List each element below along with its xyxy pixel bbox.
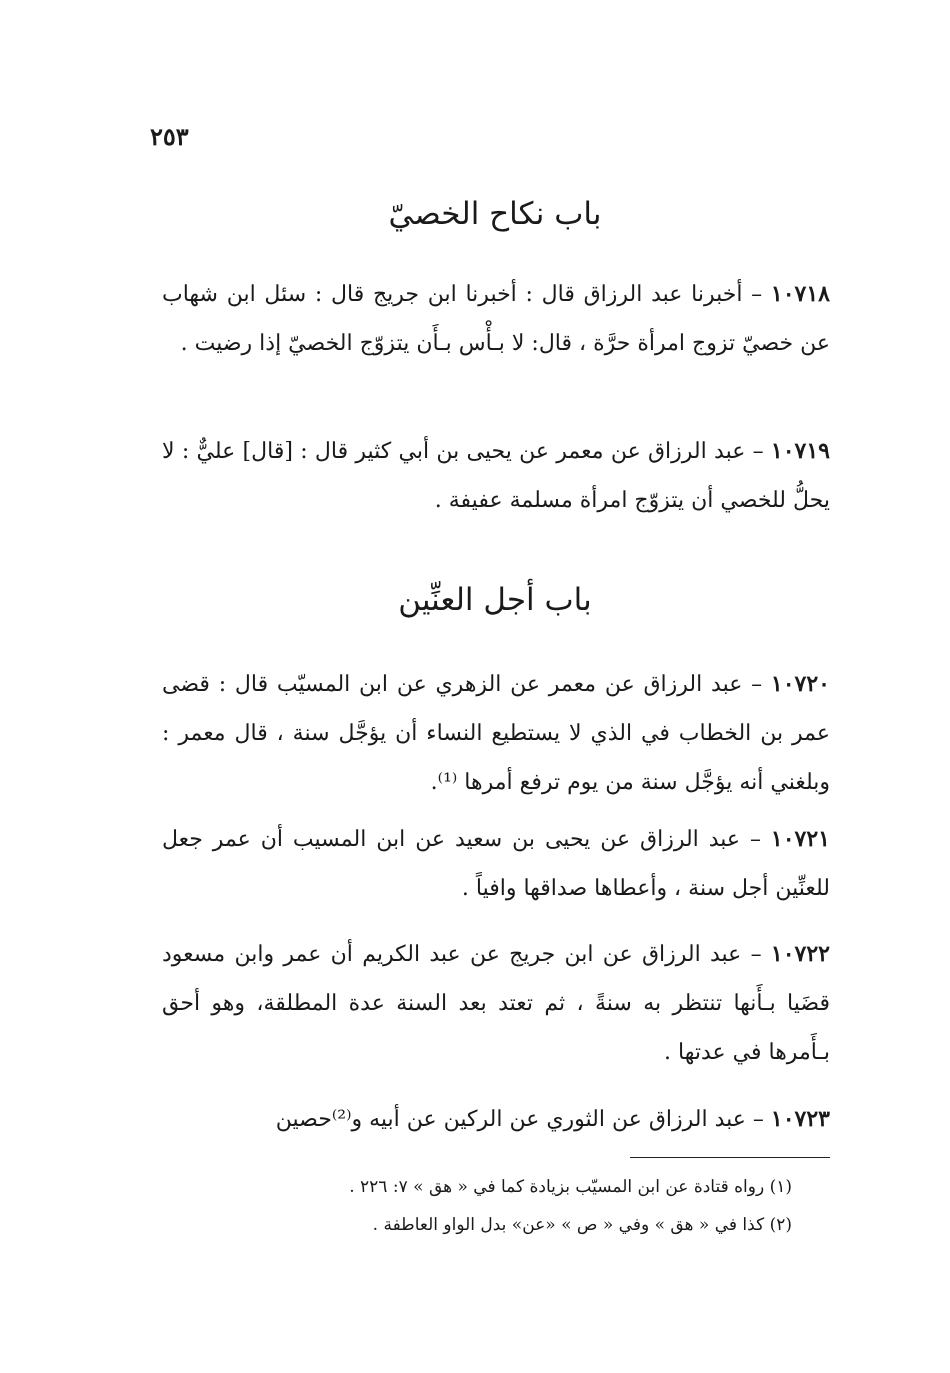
- footnote-divider: [630, 1157, 830, 1158]
- hadith-entry: [162, 815, 830, 913]
- hadith-number: ١٠٧٢٢: [770, 941, 830, 967]
- hadith-text: – أخبرنا عبد الرزاق قال : أخبرنا ابن جريج قال : سئل ابن شهاب عن خصيّ تزوج امرأة حرَّة ، قال: لا بـأْس بـأَن يتزوّج الخصيّ إذا رضيت .: [162, 282, 830, 356]
- footnote: (١) رواه قتادة عن ابن المسيّب بزيادة كما في « هق » ٧: ٢٢٦ .: [349, 1177, 792, 1197]
- hadith-number: ١٠٧٢١: [770, 826, 830, 852]
- hadith-number: ١٠٧١٨: [770, 281, 830, 307]
- footnote: (٢) كذا في « هق » وفي « ص » «عن» بدل الواو العاطفة .: [372, 1215, 792, 1235]
- section-title-khasi: باب نكاح الخصيّ: [388, 196, 602, 232]
- hadith-entry: [162, 270, 830, 368]
- hadith-text: – عبد الرزاق عن يحيى بن سعيد عن ابن المسيب أن عمر جعل للعنِّين أجل سنة ، وأعطاها صداقها وافياً .: [162, 827, 830, 901]
- section-title-innin: باب أجل العنِّين: [398, 582, 592, 618]
- hadith-entry: [162, 1095, 830, 1144]
- hadith-number: ١٠٧١٩: [770, 438, 830, 464]
- hadith-number: ١٠٧٢٣: [770, 1106, 830, 1132]
- hadith-entry: [162, 660, 830, 807]
- hadith-number: ١٠٧٢٠: [770, 671, 830, 697]
- hadith-text: – عبد الرزاق عن ابن جريج عن عبد الكريم أن عمر وابن مسعود قضَيا بـأَنها تنتظر به سنةً ، ثم تعتد بعد السنة عدة المطلقة، وهو أحق بـأَمرها في عدتها .: [162, 942, 830, 1065]
- hadith-text: – عبد الرزاق عن معمر عن الزهري عن ابن المسيّب قال : قضى عمر بن الخطاب في الذي لا يستطيع النساء أن يؤجَّل سنة ، قال معمر : وبلغني أنه يؤجَّل سنة من يوم ترفع أمرها ⁽¹⁾.: [162, 672, 830, 795]
- hadith-text: – عبد الرزاق عن معمر عن يحيى بن أبي كثير قال : [قال] عليٌّ : لا يحلُّ للخصي أن يتزوّج امرأة مسلمة عفيفة .: [162, 439, 830, 513]
- hadith-text: – عبد الرزاق عن الثوري عن الركين عن أبيه و⁽²⁾حصين: [275, 1107, 771, 1132]
- page-number: ٢٥٣: [150, 122, 189, 151]
- hadith-entry: [162, 930, 830, 1077]
- hadith-entry: [162, 427, 830, 525]
